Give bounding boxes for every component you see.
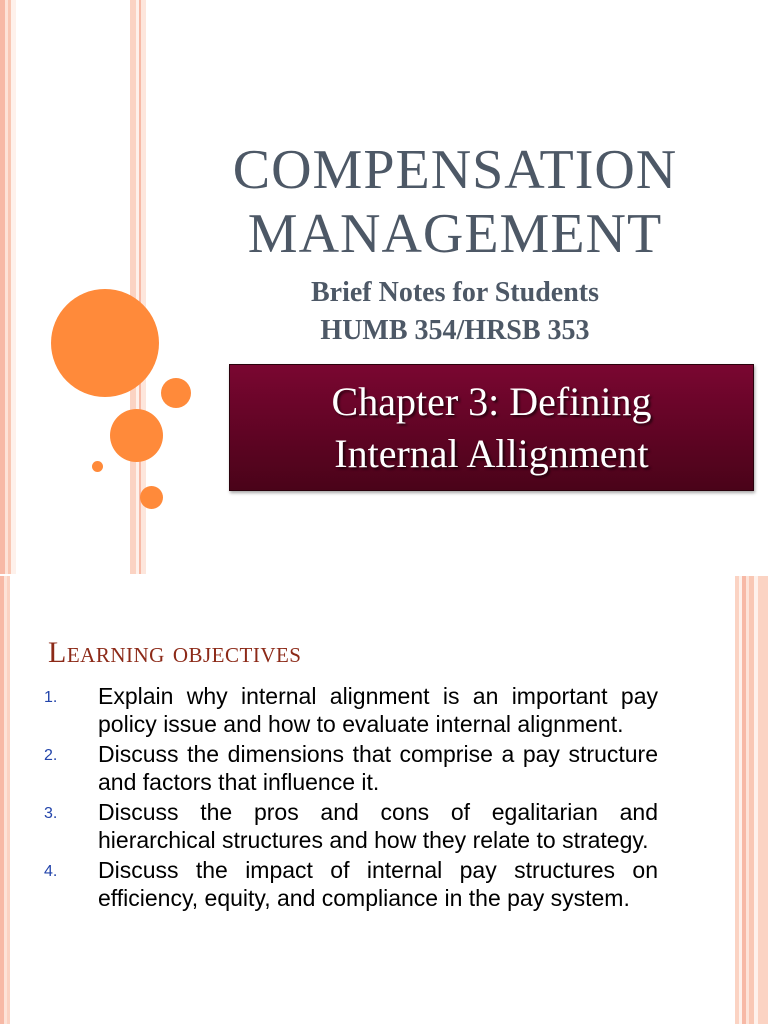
chapter-banner	[229, 364, 754, 491]
list-item-number: 3.	[44, 805, 58, 822]
decorative-stripe	[758, 576, 768, 1024]
objectives-slide	[0, 576, 768, 1024]
list-item-number: 2.	[44, 747, 58, 764]
course-code: HUMB 354/HRSB 353	[320, 315, 590, 346]
list-item-text: Discuss the pros and cons of egalitarian and hierarchical structures and how they relate to strategy.	[98, 799, 658, 853]
section-heading: Learning objectives	[48, 636, 302, 669]
list-item	[44, 798, 658, 854]
list-item-number: 1.	[44, 689, 58, 706]
chapter-title	[332, 376, 652, 480]
title-line: COMPENSATION	[232, 139, 678, 201]
subtitle-line: Brief Notes for Students	[310, 277, 599, 308]
list-item	[44, 682, 658, 738]
objectives-list	[44, 682, 658, 914]
title-line: MANAGEMENT	[247, 203, 663, 265]
decorative-stripe	[7, 576, 10, 1024]
list-item-number: 4.	[44, 863, 58, 880]
slide-title	[190, 138, 720, 266]
decorative-circle-large	[51, 289, 159, 397]
list-item	[44, 740, 658, 796]
chapter-title-line: Chapter 3: Defining	[331, 378, 652, 424]
list-item	[44, 856, 658, 912]
slide-subtitle	[190, 274, 720, 350]
list-item-text: Discuss the dimensions that comprise a pay structure and factors that influence it.	[98, 741, 658, 795]
decorative-circle-tiny	[92, 461, 103, 472]
list-item-text: Explain why internal alignment is an important pay policy issue and how to evaluate internal alignment.	[98, 683, 658, 737]
decorative-stripe	[11, 0, 16, 574]
chapter-title-line: Internal Allignment	[334, 430, 649, 476]
list-item-text: Discuss the impact of internal pay structures on efficiency, equity, and compliance in the pay system.	[98, 857, 658, 911]
decorative-circle-small	[161, 378, 191, 408]
decorative-circle-small	[140, 486, 163, 509]
decorative-circle-medium	[110, 409, 163, 462]
